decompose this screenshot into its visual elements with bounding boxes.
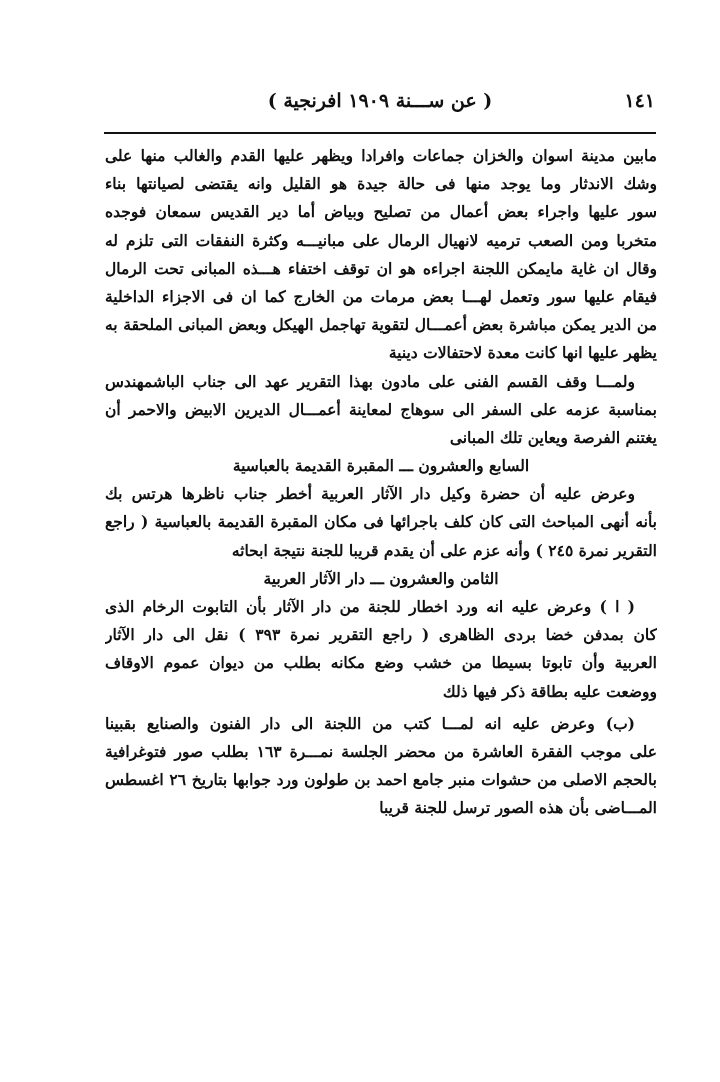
text-line: يغتنم الفرصة ويعاين تلك المبانى	[449, 427, 657, 447]
text-line: وقال ان غاية مايمكن اللجنة اجراءه هو ان توقف اختفاء هـــذه المبانى تحت الرمال	[105, 258, 657, 278]
page-header	[105, 88, 655, 122]
page-number: ١٤١	[624, 90, 655, 112]
text-line: سور عليها واجراء بعض أعمال من تصليح وبياض أما دير القديس سمعان فوجده	[105, 202, 657, 222]
document-body	[105, 142, 657, 823]
text-line: يظهر عليها انها كانت معدة لاحتفالات دينية	[388, 343, 657, 363]
paragraph	[105, 368, 657, 453]
text-line: المـــاضى بأن هذه الصور ترسل للجنة قريبا	[379, 798, 657, 818]
paragraph	[105, 142, 657, 368]
text-line: ووضعت عليه بطاقة ذكر فيها ذلك	[442, 681, 657, 701]
paragraph	[105, 593, 657, 706]
paragraph	[105, 480, 657, 565]
text-line: بمناسبة عزمه على السفر الى سوهاج لمعاينة أعمـــال الديرين الابيض والاحمر أن	[105, 399, 657, 419]
text-line: وعرض عليه أن حضرة وكيل دار الآثار العربية أخطر جناب ناظرها هرتس بك	[105, 484, 635, 504]
section-heading: الثامن والعشرون ـــ دار الآثار العربية	[263, 568, 499, 588]
text-line: بأنه أنهى المباحث التى كان كلف باجرائها فى مكان المقبرة القديمة بالعباسية ( راجع	[105, 512, 657, 532]
text-line: من الدير يمكن مباشرة بعض أعمـــال لتقوية تهاجمل الهيكل وبعض المبانى الملحقة به	[105, 315, 657, 335]
running-title: ( عن ســـنة ١٩٠٩ افرنجية )	[267, 90, 493, 112]
section-heading: السابع والعشرون ـــ المقبرة القديمة بالعباسية	[232, 456, 530, 476]
text-line: على موجب الفقرة العاشرة من محضر الجلسة نمـــرة ١٦٣ بطلب صور فتوغرافية	[105, 741, 657, 761]
text-line: التقرير نمرة ٢٤٥ ) وأنه عزم على أن يقدم قريبا للجنة نتيجة ابحاثه	[231, 540, 657, 560]
text-line: كان بمدفن خضا بردى الظاهرى ( راجع التقرير نمرة ٣٩٣ ) نقل الى دار الآثار	[105, 625, 657, 645]
header-rule	[104, 132, 656, 134]
text-line: وشك الاندثار وما يوجد منها فى حالة جيدة هو القليل وانه يقتضى لصيانتها بناء	[105, 174, 657, 194]
text-line: متخربا ومن الصعب ترميه لانهيال الرمال على مبانيـــه وكثرة النفقات التى تلزم له	[105, 230, 657, 250]
text-line: العربية وأن تابوتا بسيطا من خشب وضع مكانه بطلب من ديوان عموم الاوقاف	[105, 653, 657, 673]
text-line: بالحجم الاصلى من حشوات منبر جامع احمد بن طولون ورد جوابها بتاريخ ٢٦ اغسطس	[105, 770, 657, 790]
text-line: مابين مدينة اسوان والخزان جماعات وافرادا ويظهر عليها القدم والغالب منها على	[105, 146, 657, 165]
text-line: (ب) وعرض عليه انه لمـــا كتب من اللجنة الى دار الفنون والصنايع بقبينا	[105, 713, 635, 733]
text-line: ( ا ) وعرض عليه انه ورد اخطار للجنة من دار الآثار بأن التابوت الرخام الذى	[105, 597, 635, 616]
text-line: فيقام عليها سور وتعمل لهـــا بعض مرمات من الخارج كما ان فى الاجزاء الداخلية	[105, 286, 657, 306]
text-line: ولمـــا وقف القسم الفنى على مادون بهذا التقرير عهد الى جناب الباشمهندس	[105, 371, 635, 391]
paragraph	[105, 710, 657, 823]
